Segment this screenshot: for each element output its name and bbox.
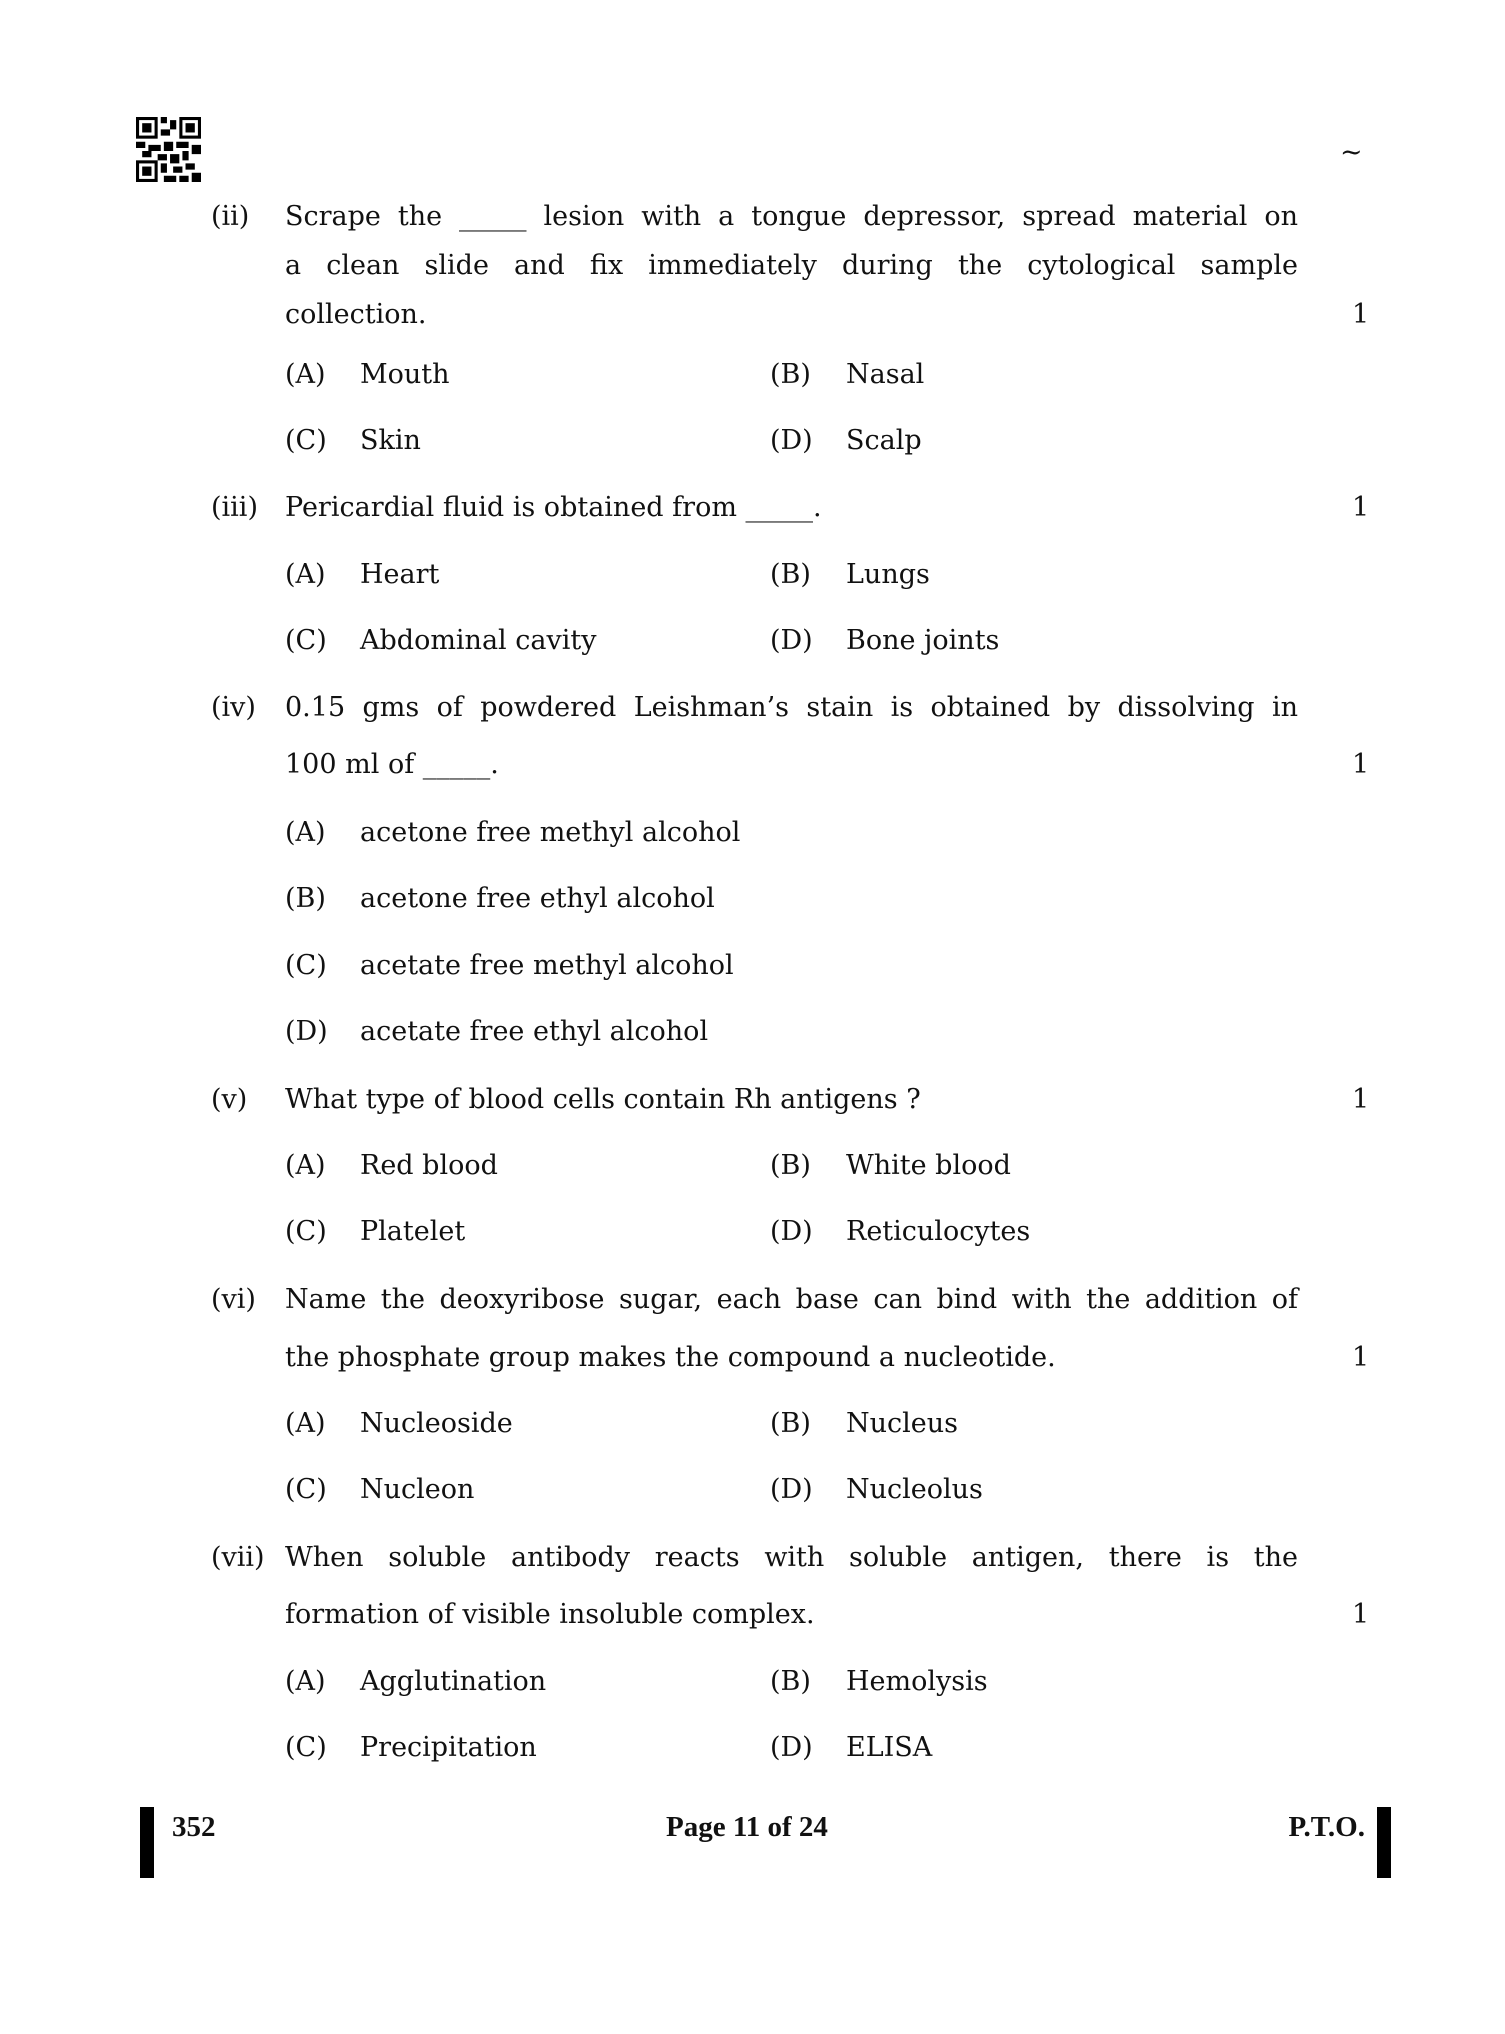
option-label: (C) <box>285 1474 327 1505</box>
question-text: When soluble antibody reacts with soluble antigen, there is the <box>285 1542 1298 1573</box>
option-label: (A) <box>285 1666 326 1697</box>
footer-right-bar <box>1377 1807 1391 1878</box>
page-number: Page 11 of 24 <box>666 1811 828 1843</box>
qr-code-icon <box>136 117 201 182</box>
option-label: (D) <box>770 1216 813 1247</box>
option-text: Heart <box>360 559 440 590</box>
option-text: Scalp <box>846 425 922 456</box>
option-label: (C) <box>285 425 327 456</box>
option-label: (C) <box>285 625 327 656</box>
option-text: Agglutination <box>360 1666 547 1697</box>
option-label: (D) <box>770 425 813 456</box>
option-label: (C) <box>285 950 327 981</box>
question-text: the phosphate group makes the compound a nucleotide. <box>285 1342 1056 1373</box>
question-text: a clean slide and fix immediately during the cytological sample <box>285 250 1298 281</box>
option-label: (B) <box>770 359 811 390</box>
option-label: (B) <box>770 1408 811 1439</box>
question-text: Name the deoxyribose sugar, each base can bind with the addition of <box>285 1284 1298 1315</box>
option-label: (D) <box>770 1732 813 1763</box>
marks: 1 <box>1352 1599 1370 1630</box>
question-text: 100 ml of _____. <box>285 749 499 780</box>
question-text: Scrape the _____ lesion with a tongue depressor, spread material on <box>285 201 1298 232</box>
marks: 1 <box>1352 1084 1370 1115</box>
option-text: Hemolysis <box>846 1666 988 1697</box>
marks: 1 <box>1352 1342 1370 1373</box>
option-text: Abdominal cavity <box>360 625 597 656</box>
option-text: Red blood <box>360 1150 498 1181</box>
option-text: Skin <box>360 425 421 456</box>
option-text: Nucleon <box>360 1474 475 1505</box>
question-number: (vi) <box>211 1284 256 1315</box>
option-label: (A) <box>285 817 326 848</box>
tilde-mark: ~ <box>1340 137 1363 168</box>
question-number: (vii) <box>211 1542 265 1573</box>
option-label: (D) <box>770 1474 813 1505</box>
option-label: (D) <box>770 625 813 656</box>
option-text: Reticulocytes <box>846 1216 1031 1247</box>
question-text: What type of blood cells contain Rh antigens ? <box>285 1084 921 1115</box>
option-label: (A) <box>285 1408 326 1439</box>
option-text: Platelet <box>360 1216 466 1247</box>
question-text: Pericardial fluid is obtained from _____. <box>285 492 822 523</box>
option-label: (B) <box>285 883 326 914</box>
option-text: acetate free methyl alcohol <box>360 950 734 981</box>
option-text: White blood <box>846 1150 1011 1181</box>
marks: 1 <box>1352 299 1370 330</box>
option-text: Nucleolus <box>846 1474 983 1505</box>
option-text: Nucleus <box>846 1408 958 1439</box>
question-text: collection. <box>285 299 427 330</box>
option-text: acetate free ethyl alcohol <box>360 1016 709 1047</box>
option-label: (D) <box>285 1016 328 1047</box>
option-text: Nasal <box>846 359 925 390</box>
marks: 1 <box>1352 749 1370 780</box>
question-number: (iii) <box>211 492 258 523</box>
option-label: (C) <box>285 1732 327 1763</box>
option-text: Bone joints <box>846 625 1000 656</box>
option-label: (A) <box>285 1150 326 1181</box>
option-text: ELISA <box>846 1732 933 1763</box>
option-label: (B) <box>770 1150 811 1181</box>
question-text: 0.15 gms of powdered Leishman’s stain is obtained by dissolving in <box>285 692 1298 723</box>
option-text: Nucleoside <box>360 1408 513 1439</box>
pto-label: P.T.O. <box>1288 1811 1365 1843</box>
option-text: Lungs <box>846 559 930 590</box>
option-text: Precipitation <box>360 1732 537 1763</box>
option-label: (A) <box>285 559 326 590</box>
option-label: (A) <box>285 359 326 390</box>
option-label: (B) <box>770 1666 811 1697</box>
question-number: (v) <box>211 1084 248 1115</box>
option-text: Mouth <box>360 359 450 390</box>
marks: 1 <box>1352 492 1370 523</box>
option-text: acetone free methyl alcohol <box>360 817 741 848</box>
option-text: acetone free ethyl alcohol <box>360 883 715 914</box>
question-number: (iv) <box>211 692 256 723</box>
option-label: (B) <box>770 559 811 590</box>
paper-code: 352 <box>172 1811 216 1843</box>
question-text: formation of visible insoluble complex. <box>285 1599 815 1630</box>
footer-left-bar <box>140 1807 154 1878</box>
question-number: (ii) <box>211 201 250 232</box>
option-label: (C) <box>285 1216 327 1247</box>
